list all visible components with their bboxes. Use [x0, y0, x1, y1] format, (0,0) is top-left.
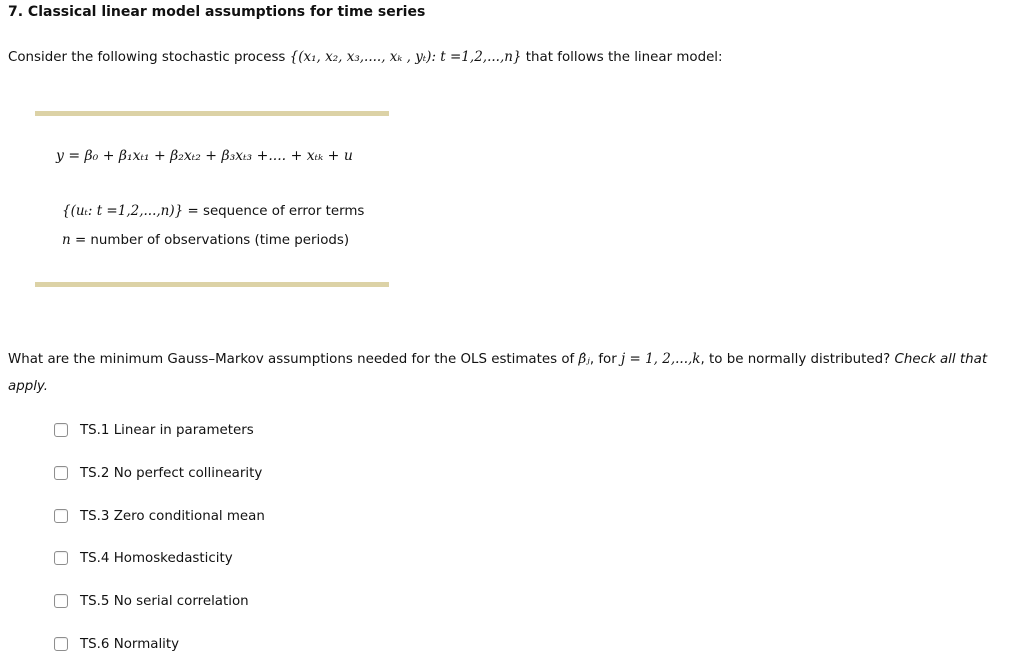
question-middle: , for [589, 352, 621, 367]
model-box-top-rule [35, 111, 389, 116]
option-label: TS.6 Normality [80, 636, 180, 652]
option-label: TS.5 No serial correlation [80, 593, 249, 609]
option-ts4[interactable] [54, 548, 233, 568]
estimator-math: β̂ⱼ [578, 352, 590, 367]
option-label: TS.2 No perfect collinearity [80, 465, 263, 481]
option-ts2[interactable] [54, 463, 262, 483]
intro-prefix: Consider the following stochastic process [8, 50, 290, 65]
option-ts5[interactable] [54, 591, 249, 611]
checkbox[interactable] [54, 423, 68, 437]
question-title: 7. Classical linear model assumptions for time series [8, 4, 426, 20]
observations-definition [62, 232, 349, 248]
intro-text [8, 49, 723, 65]
model-box-bottom-rule [35, 282, 389, 287]
question-prompt [8, 346, 1018, 400]
intro-suffix: that follows the linear model: [521, 50, 723, 65]
checkbox[interactable] [54, 551, 68, 565]
checkbox[interactable] [54, 509, 68, 523]
checkbox[interactable] [54, 466, 68, 480]
option-ts6[interactable] [54, 634, 179, 654]
linear-model-equation: y = β₀ + β₁xₜ₁ + β₂xₜ₂ + β₃xₜ₃ +.... + xₜₖ + u [56, 148, 353, 164]
question-prefix: What are the minimum Gauss–Markov assumptions needed for the OLS estimates of [8, 352, 579, 367]
error-terms-math: {(uₜ: t =1,2,...,n)} [62, 203, 184, 219]
option-ts3[interactable] [54, 506, 265, 526]
error-terms-text: = sequence of error terms [183, 204, 365, 219]
option-label: TS.1 Linear in parameters [80, 422, 254, 438]
process-math: {(x₁, x₂, x₃,...., xₖ , yₜ): t =1,2,...,n} [289, 49, 522, 65]
option-label: TS.4 Homoskedasticity [80, 550, 233, 566]
question-instruction: Check all that apply. [8, 352, 988, 394]
n-text: = number of observations (time periods) [70, 233, 350, 248]
j-math: j = 1, 2,...,k [621, 351, 701, 367]
checkbox[interactable] [54, 637, 68, 651]
question-suffix: , to be normally distributed? [700, 352, 895, 367]
n-math: n [62, 232, 71, 248]
checkbox[interactable] [54, 594, 68, 608]
error-terms-definition [62, 203, 364, 219]
option-label: TS.3 Zero conditional mean [80, 508, 265, 524]
option-ts1[interactable] [54, 420, 254, 440]
